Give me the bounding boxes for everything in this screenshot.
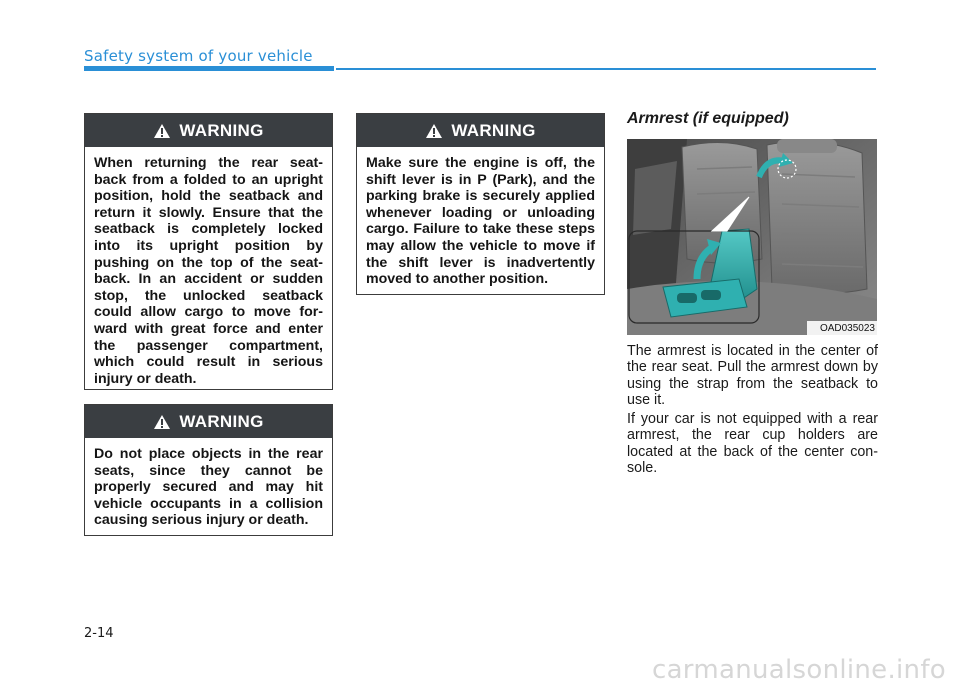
- warning-triangle-icon: [153, 123, 171, 139]
- warning-header: [85, 405, 332, 438]
- figure-code: OAD035023: [819, 323, 875, 334]
- warning-header: [85, 114, 332, 147]
- warning-box-seatback: [84, 113, 333, 390]
- warning-heading: WARNING: [179, 120, 264, 140]
- warning-header: [357, 114, 604, 147]
- watermark: carmanualsonline.info: [651, 655, 946, 685]
- warning-box-engine-park: [356, 113, 605, 295]
- warning-text: Make sure the engine is off, the shift lever is in P (Park), and the parking brake is securely applied whenever loading or unloading cargo. Failure to take these steps may allow the vehicle to move if the shift lever is inadvertently moved to another position.: [366, 155, 595, 288]
- warning-box-rear-seat-objects: [84, 404, 333, 536]
- rear-seat-illustration: [627, 139, 877, 335]
- section-title: Safety system of your vehicle: [84, 47, 313, 65]
- warning-text: When returning the rear seat-back from a folded to an upright position, hold the seatback and return it slowly. Ensure that the seatback is completely locked into its upright position by pushing on the top of the seat-back. In an accident or sudden stop, the unlocked seatback could allow cargo to move for-ward with great force and enter the passenger compartment, which could result in serious injury or death.: [94, 155, 323, 387]
- warning-triangle-icon: [153, 414, 171, 430]
- armrest-paragraph-1: The armrest is located in the center of the rear seat. Pull the armrest down by using the strap from the seatback to use it.: [627, 343, 878, 409]
- warning-heading: WARNING: [451, 120, 536, 140]
- warning-heading: WARNING: [179, 411, 264, 431]
- section-rule-thick: [84, 66, 334, 71]
- warning-text: Do not place objects in the rear seats, since they cannot be properly secured and may hit vehicle occupants in a collision causing serious injury or death.: [94, 446, 323, 529]
- armrest-heading: Armrest (if equipped): [627, 110, 789, 127]
- warning-triangle-icon: [425, 123, 443, 139]
- page-number: 2-14: [84, 626, 114, 641]
- armrest-paragraph-2: If your car is not equipped with a rear armrest, the rear cup holders are located at the back of the center con-sole.: [627, 411, 878, 477]
- armrest-figure: [627, 139, 877, 335]
- section-rule-thin: [336, 68, 876, 70]
